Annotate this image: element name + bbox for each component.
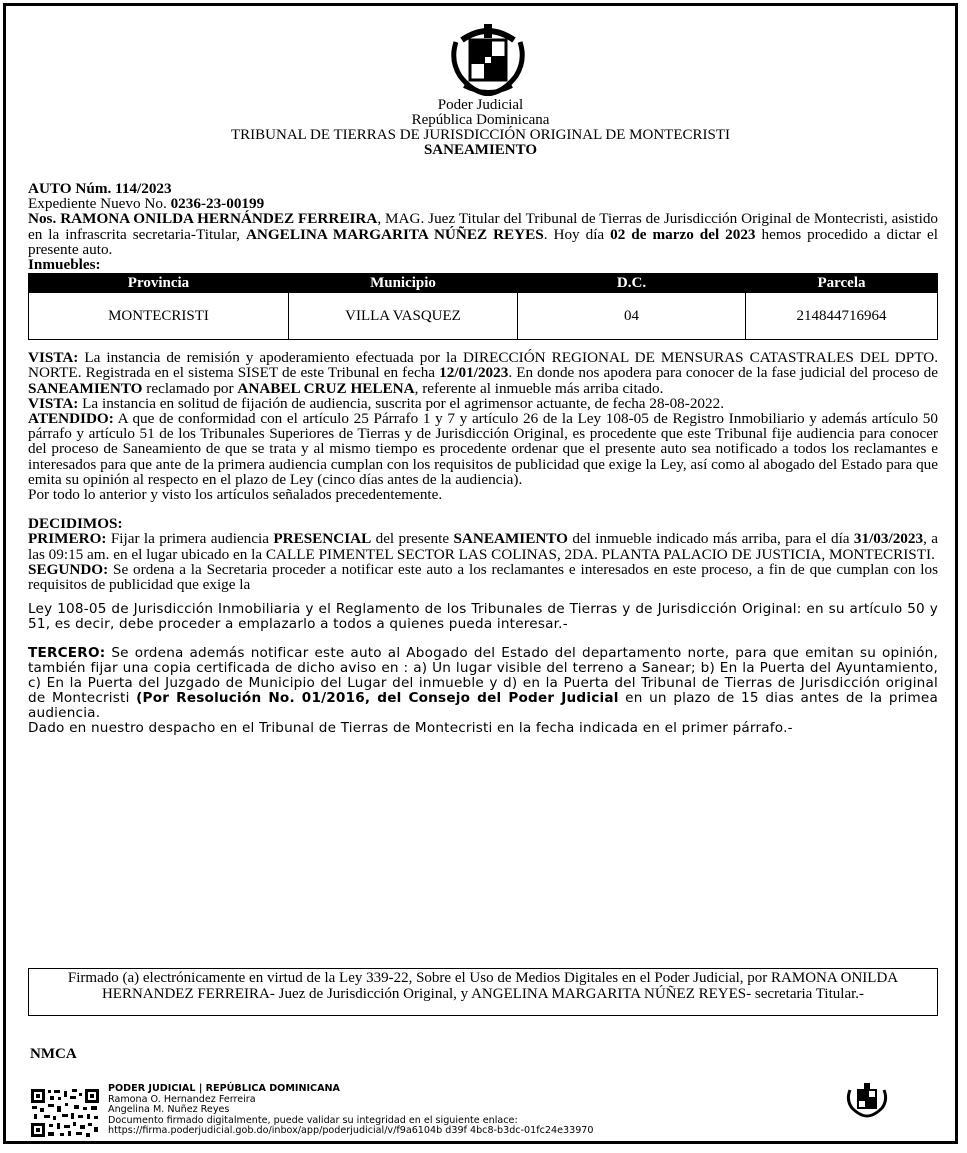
fecha-auto: 02 de marzo del 2023 xyxy=(610,225,756,243)
document-body xyxy=(28,181,938,736)
table-row xyxy=(29,293,938,340)
por-todo-paragraph: Por todo lo anterior y visto los artículos señalados precedentemente. xyxy=(28,486,443,504)
segundo-continuation: Ley 108-05 de Jurisdicción Inmobiliaria y el Reglamento de los Tribunales de Tierras y de Jurisdicción Original: en su artículo 50 y 51, es decir, debe proceder a emplazarlo a todos a quienes pueda interesar.- xyxy=(28,601,938,633)
col-dc: D.C. xyxy=(518,274,746,293)
col-parcela: Parcela xyxy=(746,274,938,293)
vista-2-paragraph: VISTA: La instancia en solitud de fijación de audiencia, suscrita por el agrimensor actuante, de fecha 28-08-2022. xyxy=(28,394,725,412)
expediente-numero: 0236-23-00199 xyxy=(170,195,265,213)
footer-validation-link[interactable]: https://firma.poderjudicial.gob.do/inbox/app/poderjudicial/v/f9a6104b d39f 4bc8-b3dc-01fc24e33970 xyxy=(108,1125,594,1136)
segundo-paragraph: SEGUNDO: Se ordena a la Secretaria proceder a notificar este auto a los reclamantes e interesados en este proceso, a fin de que cumplan con los requisitos de publicidad que exige la xyxy=(28,560,938,594)
tercero-paragraph: TERCERO: Se ordena además notificar este auto al Abogado del Estado del departamento norte, para que emitan su opinión, también fijar una copia certificada de dicho aviso en : a) Un lugar visible del terreno a Sanear; b) En la Puerta del Ayuntamiento, c) En la Puerta del Juzgado de Municipio del Lugar del inmueble y d) en la Puerta del Tribunal de Tierras de Jurisdicción original de Montecristi (Por Resolución No. 01/2016, del Consejo del Poder Judicial en un plazo de 15 dias antes de la primea audiencia. xyxy=(28,645,938,722)
qr-code-icon[interactable] xyxy=(30,1088,100,1138)
header-poder-judicial: Poder Judicial xyxy=(437,97,524,113)
coat-of-arms-seal-icon xyxy=(446,20,530,96)
auto-numero: AUTO Núm. 114/2023 xyxy=(28,180,172,197)
intro-paragraph: Nos. RAMONA ONILDA HERNÁNDEZ FERREIRA, MAG. Juez Titular del Tribunal de Tierras de Jurisdicción Original de Montecristi, asistido en la infrascrita secretaria-Titular, ANGELINA MARGARITA NÚÑEZ REYES. Hoy día 02 de marzo del 2023 hemos procedido a dictar el presente auto. xyxy=(28,210,939,258)
document-page xyxy=(3,3,958,1144)
firma-text: Firmado (a) electrónicamente en virtud de la Ley 339-22, Sobre el Uso de Medios Digitales en el Poder Judicial, por RAMONA ONILDA HERNANDEZ FERREIRA- Juez de Jurisdicción Original, y ANGELINA MARGARITA NÚÑEZ REYES- secretaria Titular.- xyxy=(67,970,899,1002)
cell-dc: 04 xyxy=(518,293,746,340)
cell-municipio: VILLA VASQUEZ xyxy=(289,293,518,340)
footer-institution: PODER JUDICIAL | REPÚBLICA DOMINICANA xyxy=(108,1083,340,1094)
vista-1-paragraph: VISTA: La instancia de remisión y apoderamiento efectuada por la DIRECCIÓN REGIONAL DE MENSURAS CATASTRALES DEL DPTO. NORTE. Registrada en el sistema SISET de este Tribunal en fecha 12/01/2023. En donde nos apodera para conocer de la fase judicial del proceso de SANEAMIENTO reclamado por ANABEL CRUZ HELENA, referente al inmueble más arriba citado. xyxy=(28,349,938,397)
inmuebles-table xyxy=(28,273,938,340)
header-republica: República Dominicana xyxy=(411,112,550,128)
cell-provincia: MONTECRISTI xyxy=(29,293,289,340)
col-municipio: Municipio xyxy=(289,274,518,293)
decidimos-label: DECIDIMOS: xyxy=(28,515,123,533)
dado-paragraph: Dado en nuestro despacho en el Tribunal de Tierras de Montecristi en la fecha indicada en el primer párrafo.- xyxy=(28,720,793,737)
electronic-signature-box xyxy=(28,968,938,1016)
col-provincia: Provincia xyxy=(29,274,289,293)
primero-paragraph: PRIMERO: Fijar la primera audiencia PRESENCIAL del presente SANEAMIENTO del inmueble indicado más arriba, para el día 31/03/2023, a las 09:15 am. en el lugar ubicado en la CALLE PIMENTEL SECTOR LAS COLINAS, 2DA. PLANTA PALACIO DE JUSTICIA, MONTECRISTI. xyxy=(28,530,938,563)
poder-judicial-seal-icon xyxy=(842,1080,892,1120)
atendido-paragraph: ATENDIDO: A que de conformidad con el artículo 25 Párrafo 1 y 7 y artículo 26 de la Ley 108-05 de Registro Inmobiliario y además artículo 50 párrafo y artículo 51 de los Tribunales Superiores de Tierras y de Jurisdicción Original, es procedente que este Tribunal fije audiencia para conocer del proceso de Saneamiento de que se trata y al mismo tiempo es procedente ordenar que el presente auto sea notificado a todos los reclamantes e interesados para que ante de la primera audiencia cumplan con los requisitos de publicidad que exige la Ley, así como al abogado del Estado para que emita su opinión al respecto en el plazo de Ley (cinco días antes de la audiencia). xyxy=(28,410,938,488)
footer-signer-2: Angelina M. Nuñez Reyes xyxy=(108,1104,230,1115)
header-tribunal: TRIBUNAL DE TIERRAS DE JURISDICCIÓN ORIGINAL DE MONTECRISTI xyxy=(230,127,730,143)
inmuebles-label: Inmuebles: xyxy=(28,256,101,274)
cell-parcela: 214844716964 xyxy=(746,293,938,340)
secretaria-name: ANGELINA MARGARITA NÚÑEZ REYES xyxy=(245,225,544,243)
digital-signature-footer xyxy=(108,1084,808,1137)
footer-signer-1: Ramona O. Hernandez Ferreira xyxy=(108,1093,256,1105)
footer-validation-note: Documento firmado digitalmente, puede validar su integridad en el siguiente enlace: xyxy=(108,1114,518,1126)
document-header xyxy=(6,98,955,158)
juez-name: RAMONA ONILDA HERNÁNDEZ FERREIRA xyxy=(60,210,378,228)
expediente-label: Expediente Nuevo No. xyxy=(28,195,171,213)
initials: NMCA xyxy=(30,1046,77,1062)
header-saneamiento: SANEAMIENTO xyxy=(423,142,538,158)
